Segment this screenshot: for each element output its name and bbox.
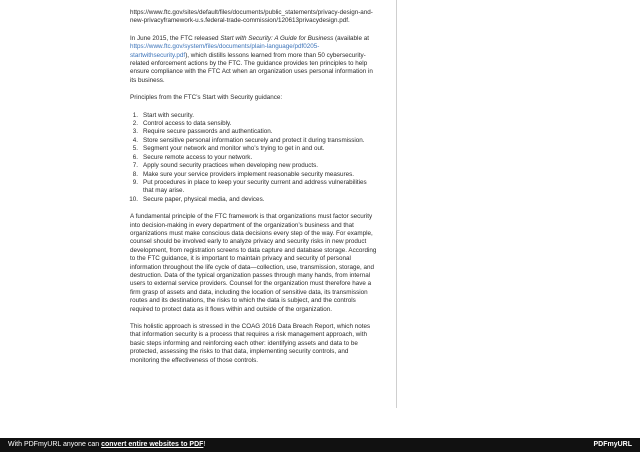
list-item-number: 4. bbox=[132, 136, 138, 144]
list-item bbox=[130, 179, 377, 196]
list-item bbox=[130, 137, 377, 145]
list-item-text: Require secure passwords and authentication. bbox=[143, 128, 273, 136]
list-item-text: Secure paper, physical media, and devices. bbox=[143, 195, 265, 203]
intro-paragraph bbox=[130, 35, 377, 85]
principles-list bbox=[130, 112, 377, 204]
intro-before-title: In June 2015, the FTC released bbox=[130, 34, 221, 42]
list-item-text: Make sure your service providers implement reasonable security measures. bbox=[143, 170, 355, 178]
intro-after-title: (available at bbox=[333, 34, 369, 42]
list-item-text: Start with security. bbox=[143, 111, 194, 119]
intro-after-link: ), which distills lessons learned from more than 50 cybersecurity-related enforcement actions by the FTC. The guidance provides ten principles to help ensure compliance with the FTC Act when an organization uses personal information in its business. bbox=[130, 51, 373, 84]
list-item-number: 7. bbox=[132, 162, 138, 170]
list-item-number: 5. bbox=[132, 145, 138, 153]
list-item-text: Control access to data sensibly. bbox=[143, 120, 232, 128]
list-item-number: 2. bbox=[132, 120, 138, 128]
list-item-number: 10. bbox=[129, 195, 138, 203]
list-item-text: Apply sound security practices when developing new products. bbox=[143, 162, 319, 170]
list-item-text: Store sensitive personal information securely and protect it during transmission. bbox=[143, 136, 365, 144]
guide-link[interactable]: https://www.ftc.gov/system/files/documents/plain-language/pdf0205-startwithsecurity.pdf bbox=[130, 43, 320, 59]
promo-footer-bar bbox=[0, 438, 640, 452]
list-item bbox=[130, 145, 377, 153]
list-item-number: 6. bbox=[132, 153, 138, 161]
principles-heading: Principles from the FTC’s Start with Security guidance: bbox=[130, 94, 283, 102]
list-item bbox=[130, 171, 377, 179]
list-item-text: Segment your network and monitor who’s trying to get in and out. bbox=[143, 145, 325, 153]
pdfmyurl-logo[interactable]: PDFmyURL bbox=[593, 441, 632, 448]
column-divider bbox=[396, 0, 397, 408]
list-item bbox=[130, 128, 377, 136]
article-content bbox=[130, 9, 377, 374]
url-line: https://www.ftc.gov/sites/default/files/documents/public_statements/privacy-design-and-new-privacyframework-u.s.federal-trade-commission/120613privacydesign.pdf. bbox=[130, 9, 373, 25]
list-item-text: Secure remote access to your network. bbox=[143, 153, 253, 161]
list-item bbox=[130, 154, 377, 162]
footer-message bbox=[8, 438, 205, 452]
list-item-text: Put procedures in place to keep your security current and address vulnerabilities that may arise. bbox=[143, 178, 367, 195]
fundamental-principle-paragraph: A fundamental principle of the FTC framework is that organizations must factor security into decision-making in every department of the organization’s business and that organizations must make conscious data decisions every step of the way. For example, counsel should be involved early to analyze privacy and security risks in new product development, from registration screens to data capture and database storage. According to the FTC guidance, it is important to maintain privacy and security of personal information throughout the life cycle of data—collection, use, transmission, storage, and destruction. Data of the typical organization passes through many hands, from internal users to external service providers. Counsel for the organization must therefore have a firm grasp of assets and data, including the location of sensitive data, its transmission routes and its destinations, the risks to which the data is subject, and the controls required to protect data as it flows within and outside of the organization. bbox=[130, 213, 377, 313]
list-item bbox=[130, 112, 377, 120]
list-item-number: 1. bbox=[132, 111, 138, 119]
holistic-approach-paragraph: This holistic approach is stressed in the COAG 2016 Data Breach Report, which notes that information security is a process that requires a risk management approach, with basic steps informing and reinforcing each other: identifying assets and data to be protected, assessing the risks to that data, implementing security controls, and monitoring the effectiveness of those controls. bbox=[130, 323, 371, 364]
list-item bbox=[130, 120, 377, 128]
convert-websites-link[interactable]: convert entire websites to PDF bbox=[101, 441, 204, 448]
list-item-number: 3. bbox=[132, 128, 138, 136]
list-item-number: 8. bbox=[132, 170, 138, 178]
footer-suffix: ! bbox=[203, 441, 206, 448]
footer-message-text: With PDFmyURL anyone can bbox=[8, 441, 102, 448]
list-item-number: 9. bbox=[132, 178, 138, 186]
list-item bbox=[130, 162, 377, 170]
list-item bbox=[130, 196, 377, 204]
guide-title: Start with Security: A Guide for Business bbox=[220, 34, 334, 42]
